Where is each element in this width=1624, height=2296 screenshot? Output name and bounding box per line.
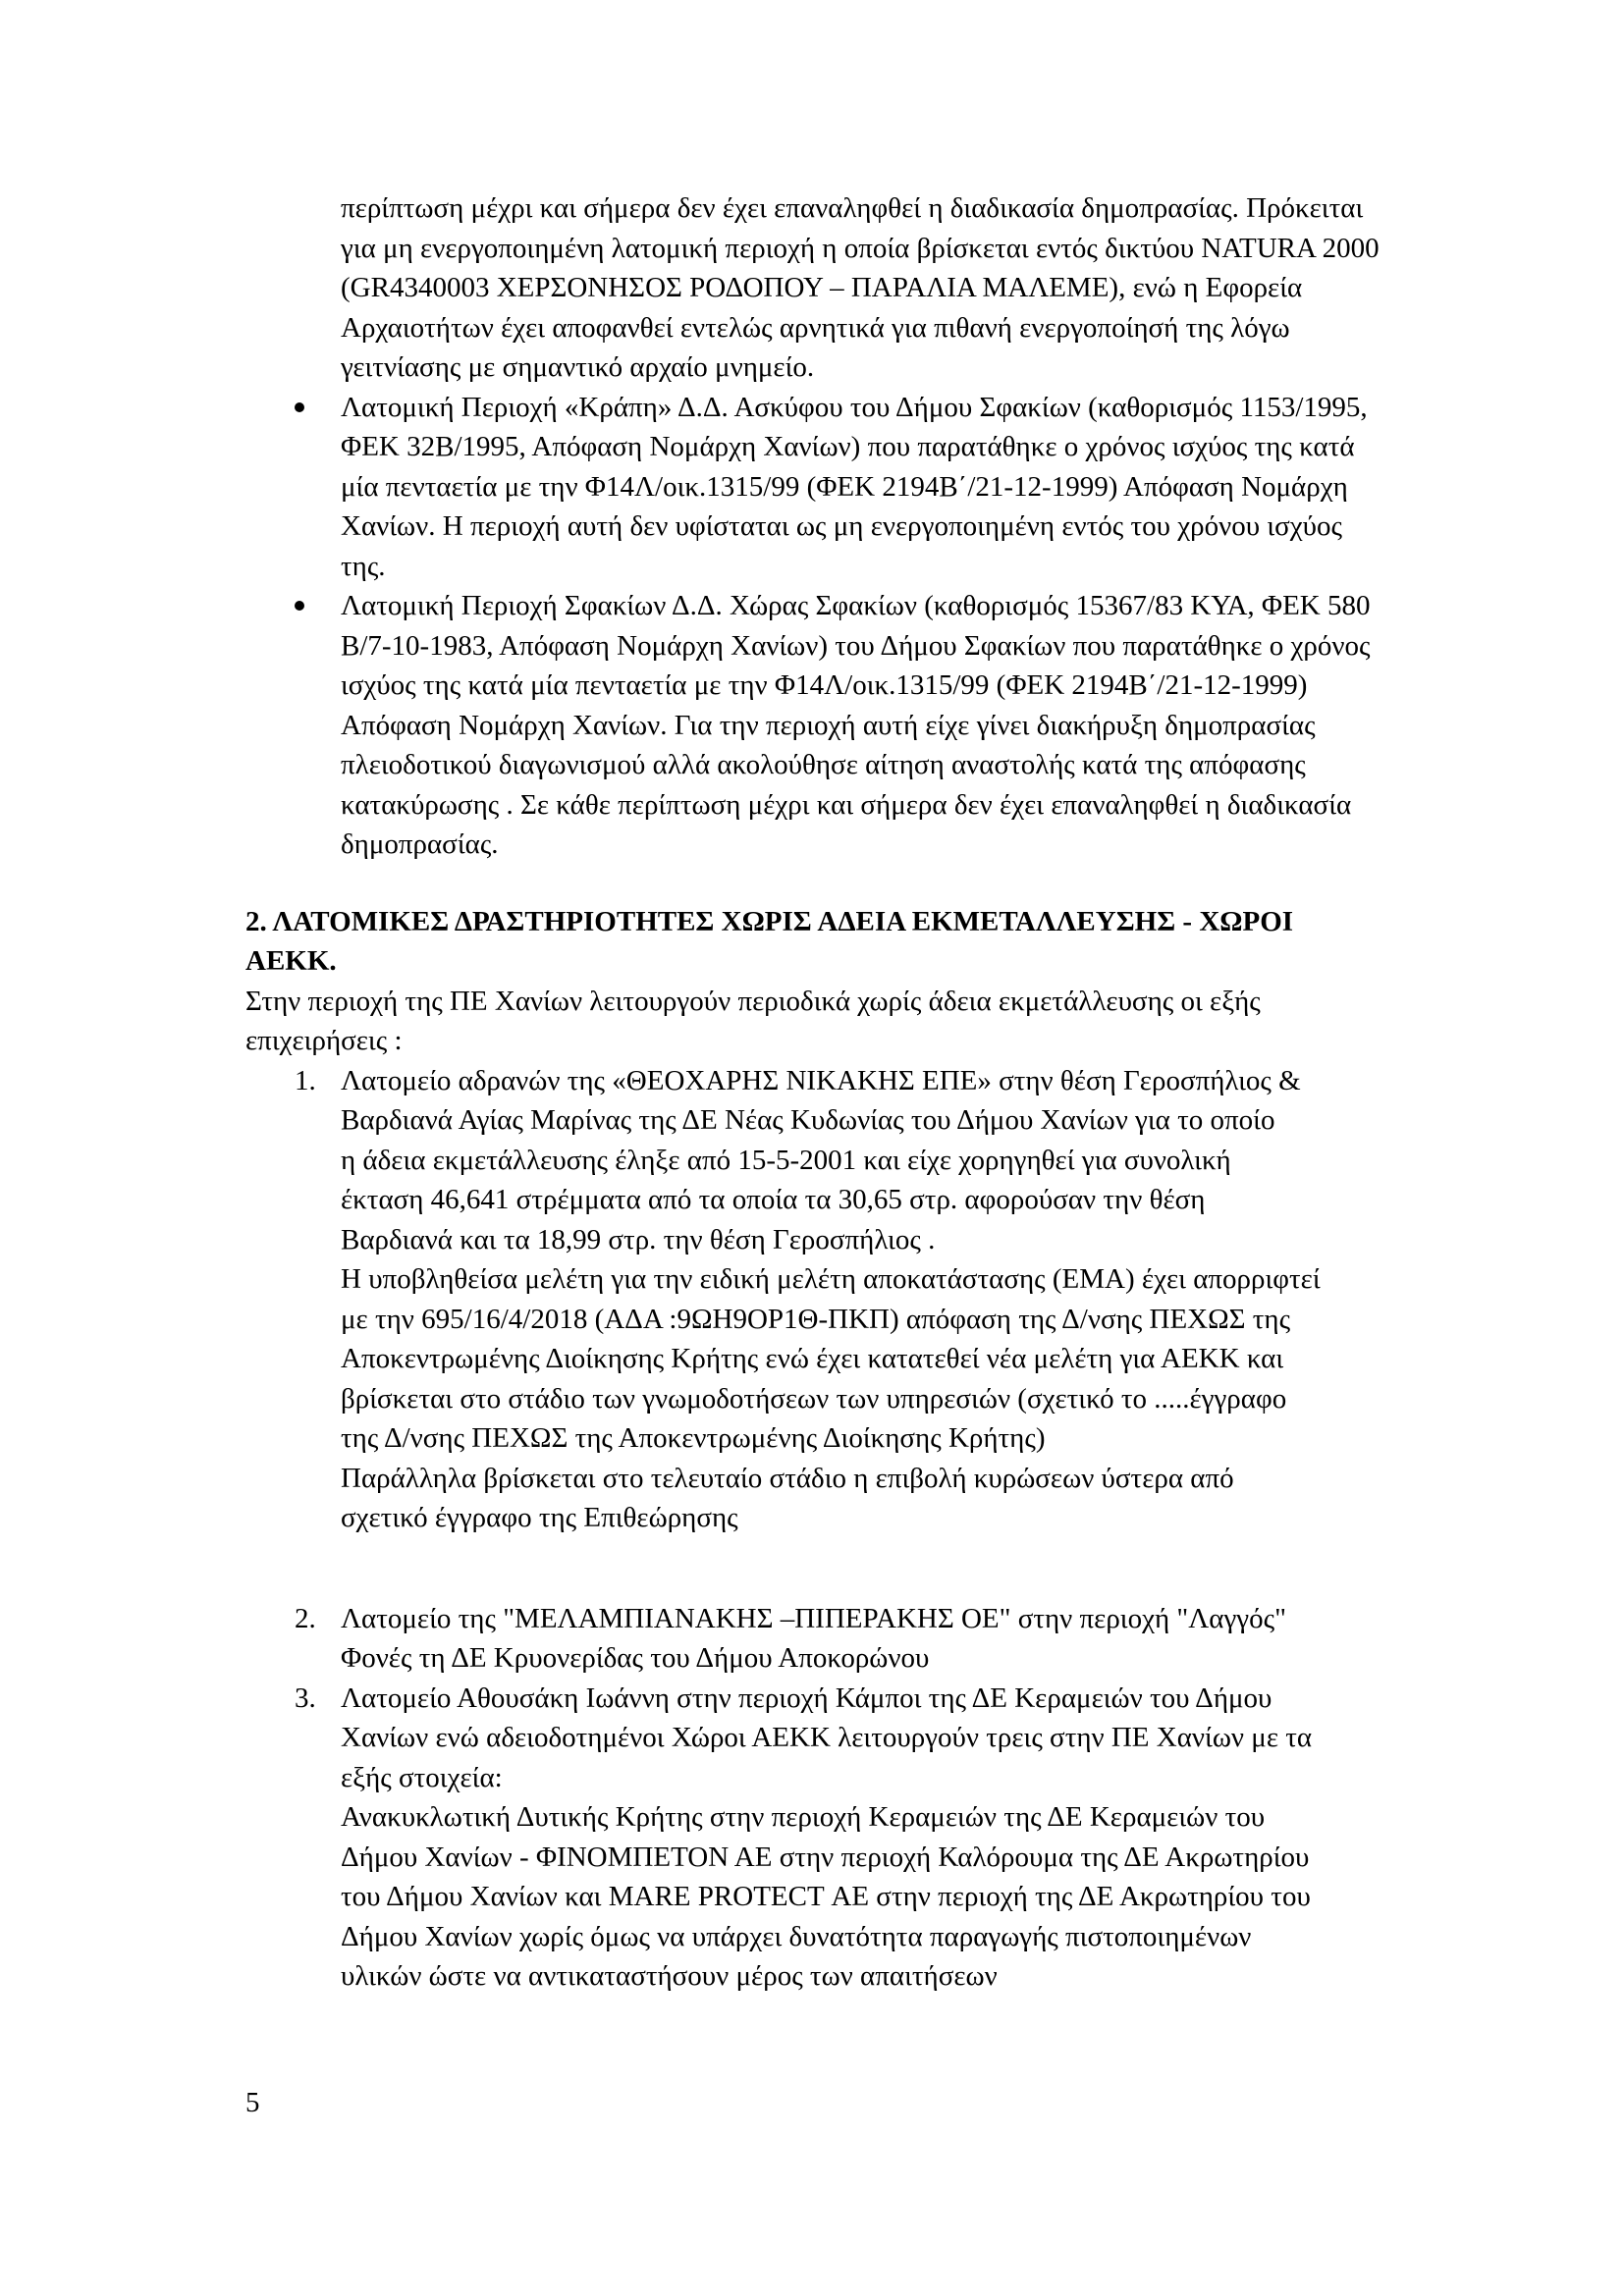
numbered-item [245, 1679, 1453, 1997]
numbered-list [245, 1061, 1453, 1997]
bullet-list [245, 388, 1453, 865]
continuation-paragraph: περίπτωση μέχρι και σήμερα δεν έχει επαναληφθεί η διαδικασία δημοπρασίας. Πρόκειται για μη ενεργοποιημένη λατομική περιοχή η οποία βρίσκεται εντός δικτύου NATURA 2000 (GR4340003 ΧΕΡΣΟΝΗΣΟΣ ΡΟΔΟΠΟΥ – ΠΑΡΑΛΙΑ ΜΑΛΕΜΕ), ενώ η Εφορεία Αρχαιοτήτων έχει αποφανθεί εντελώς αρνητικά για πιθανή ενεργοποίησή της λόγω γειτνίασης με σημαντικό αρχαίο μνημείο. [341, 192, 1380, 383]
item-paragraph: Παράλληλα βρίσκεται στο τελευταίο στάδιο η επιβολή κυρώσεων ύστερα από σχετικό έγγραφο της Επιθεώρησης [341, 1462, 1234, 1533]
page-number: 5 [245, 2087, 260, 2118]
item-number: 3. [295, 1682, 316, 1714]
item-paragraph: Λατομείο αδρανών της «ΘΕΟΧΑΡΗΣ ΝΙΚΑΚΗΣ ΕΠΕ» στην θέση Γεροσπήλιος & Βαρδιανά Αγίας Μαρίνας της ΔΕ Νέας Κυδωνίας του Δήμου Χανίων για το οποίο η άδεια εκμετάλλευσης έληξε από 15-5-2001 και είχε χορηγηθεί για συνολική έκταση 46,641 στρέμματα από τα οποία τα 30,65 στρ. αφορούσαν την θέση Βαρδιανά και τα 18,99 στρ. την θέση Γεροσπήλιος . [341, 1064, 1301, 1255]
section-heading: 2. ΛΑΤΟΜΙΚΕΣ ΔΡΑΣΤΗΡΙΟΤΗΤΕΣ ΧΩΡΙΣ ΑΔΕΙΑ ΕΚΜΕΤΑΛΛΕΥΣΗΣ - ΧΩΡΟΙ ΑΕΚΚ. [245, 905, 1294, 977]
bullet-text: Λατομική Περιοχή «Κράπη» Δ.Δ. Ασκύφου του Δήμου Σφακίων (καθορισμός 1153/1995, ΦΕΚ 32Β/1995, Απόφαση Νομάρχη Χανίων) που παρατάθηκε ο χρόνος ισχύος της κατά μία πενταετία με την Φ14Λ/οικ.1315/99 (ΦΕΚ 2194Β΄/21-12-1999) Απόφαση Νομάρχη Χανίων. Η περιοχή αυτή δεν υφίσταται ως μη ενεργοποιημένη εντός του χρόνου ισχύος της. [341, 391, 1368, 582]
item-paragraph: Λατομείο Αθουσάκη Ιωάννη στην περιοχή Κάμποι της ΔΕ Κεραμειών του Δήμου Χανίων ενώ αδειοδοτημένοι Χώροι ΑΕΚΚ λειτουργούν τρεις στην ΠΕ Χανίων με τα εξής στοιχεία: [341, 1682, 1313, 1793]
bullet-text: Λατομική Περιοχή Σφακίων Δ.Δ. Χώρας Σφακίων (καθορισμός 15367/83 ΚΥΑ, ΦΕΚ 580 Β/7-10-1983, Απόφαση Νομάρχη Χανίων) του Δήμου Σφακίων που παρατάθηκε ο χρόνος ισχύος της κατά μία πενταετία με την Φ14Λ/οικ.1315/99 (ΦΕΚ 2194Β΄/21-12-1999) Απόφαση Νομάρχη Χανίων. Για την περιοχή αυτή είχε γίνει διακήρυξη δημοπρασίας πλειοδοτικού διαγωνισμού αλλά ακολούθησε αίτηση αναστολής κατά της απόφασης κατακύρωσης . Σε κάθε περίπτωση μέχρι και σήμερα δεν έχει επαναληφθεί η διαδικασία δημοπρασίας. [341, 590, 1371, 860]
numbered-item [245, 1061, 1453, 1538]
bullet-item [245, 586, 1453, 865]
section-intro: Στην περιοχή της ΠΕ Χανίων λειτουργούν περιοδικά χωρίς άδεια εκμετάλλευσης οι εξής επιχειρήσεις : [245, 985, 1261, 1056]
item-number: 2. [295, 1602, 316, 1634]
item-paragraph: Λατομείο της "ΜΕΛΑΜΠΙΑΝΑΚΗΣ –ΠΙΠΕΡΑΚΗΣ ΟΕ" στην περιοχή "Λαγγός" Φονές τη ΔΕ Κρυονερίδας του Δήμου Αποκορώνου [341, 1602, 1286, 1674]
numbered-item [245, 1599, 1453, 1679]
bullet-icon [295, 601, 304, 611]
page-content [245, 188, 1453, 1997]
item-paragraph: Η υποβληθείσα μελέτη για την ειδική μελέτη αποκατάστασης (ΕΜΑ) έχει απορριφτεί με την 695/16/4/2018 (ΑΔΑ :9ΩΗ9ΟΡ1Θ-ΠΚΠ) απόφαση της Δ/νσης ΠΕΧΩΣ της Αποκεντρωμένης Διοίκησης Κρήτης ενώ έχει κατατεθεί νέα μελέτη για ΑΕΚΚ και βρίσκεται στο στάδιο των γνωμοδοτήσεων των υπηρεσιών (σχετικό το .....έγγραφο της Δ/νσης ΠΕΧΩΣ της Αποκεντρωμένης Διοίκησης Κρήτης) [341, 1263, 1321, 1454]
bullet-item [245, 388, 1453, 587]
item-number: 1. [295, 1064, 316, 1096]
item-paragraph: Ανακυκλωτική Δυτικής Κρήτης στην περιοχή Κεραμειών της ΔΕ Κεραμειών του Δήμου Χανίων - ΦΙΝΟΜΠΕΤΟΝ ΑΕ στην περιοχή Καλόρουμα της ΔΕ Ακρωτηρίου του Δήμου Χανίων και MARE PROTECT ΑΕ στην περιοχή της ΔΕ Ακρωτηρίου του Δήμου Χανίων χωρίς όμως να υπάρχει δυνατότητα παραγωγής πιστοποιημένων υλικών ώστε να αντικαταστήσουν μέρος των απαιτήσεων [341, 1801, 1311, 1992]
bullet-icon [295, 402, 304, 412]
